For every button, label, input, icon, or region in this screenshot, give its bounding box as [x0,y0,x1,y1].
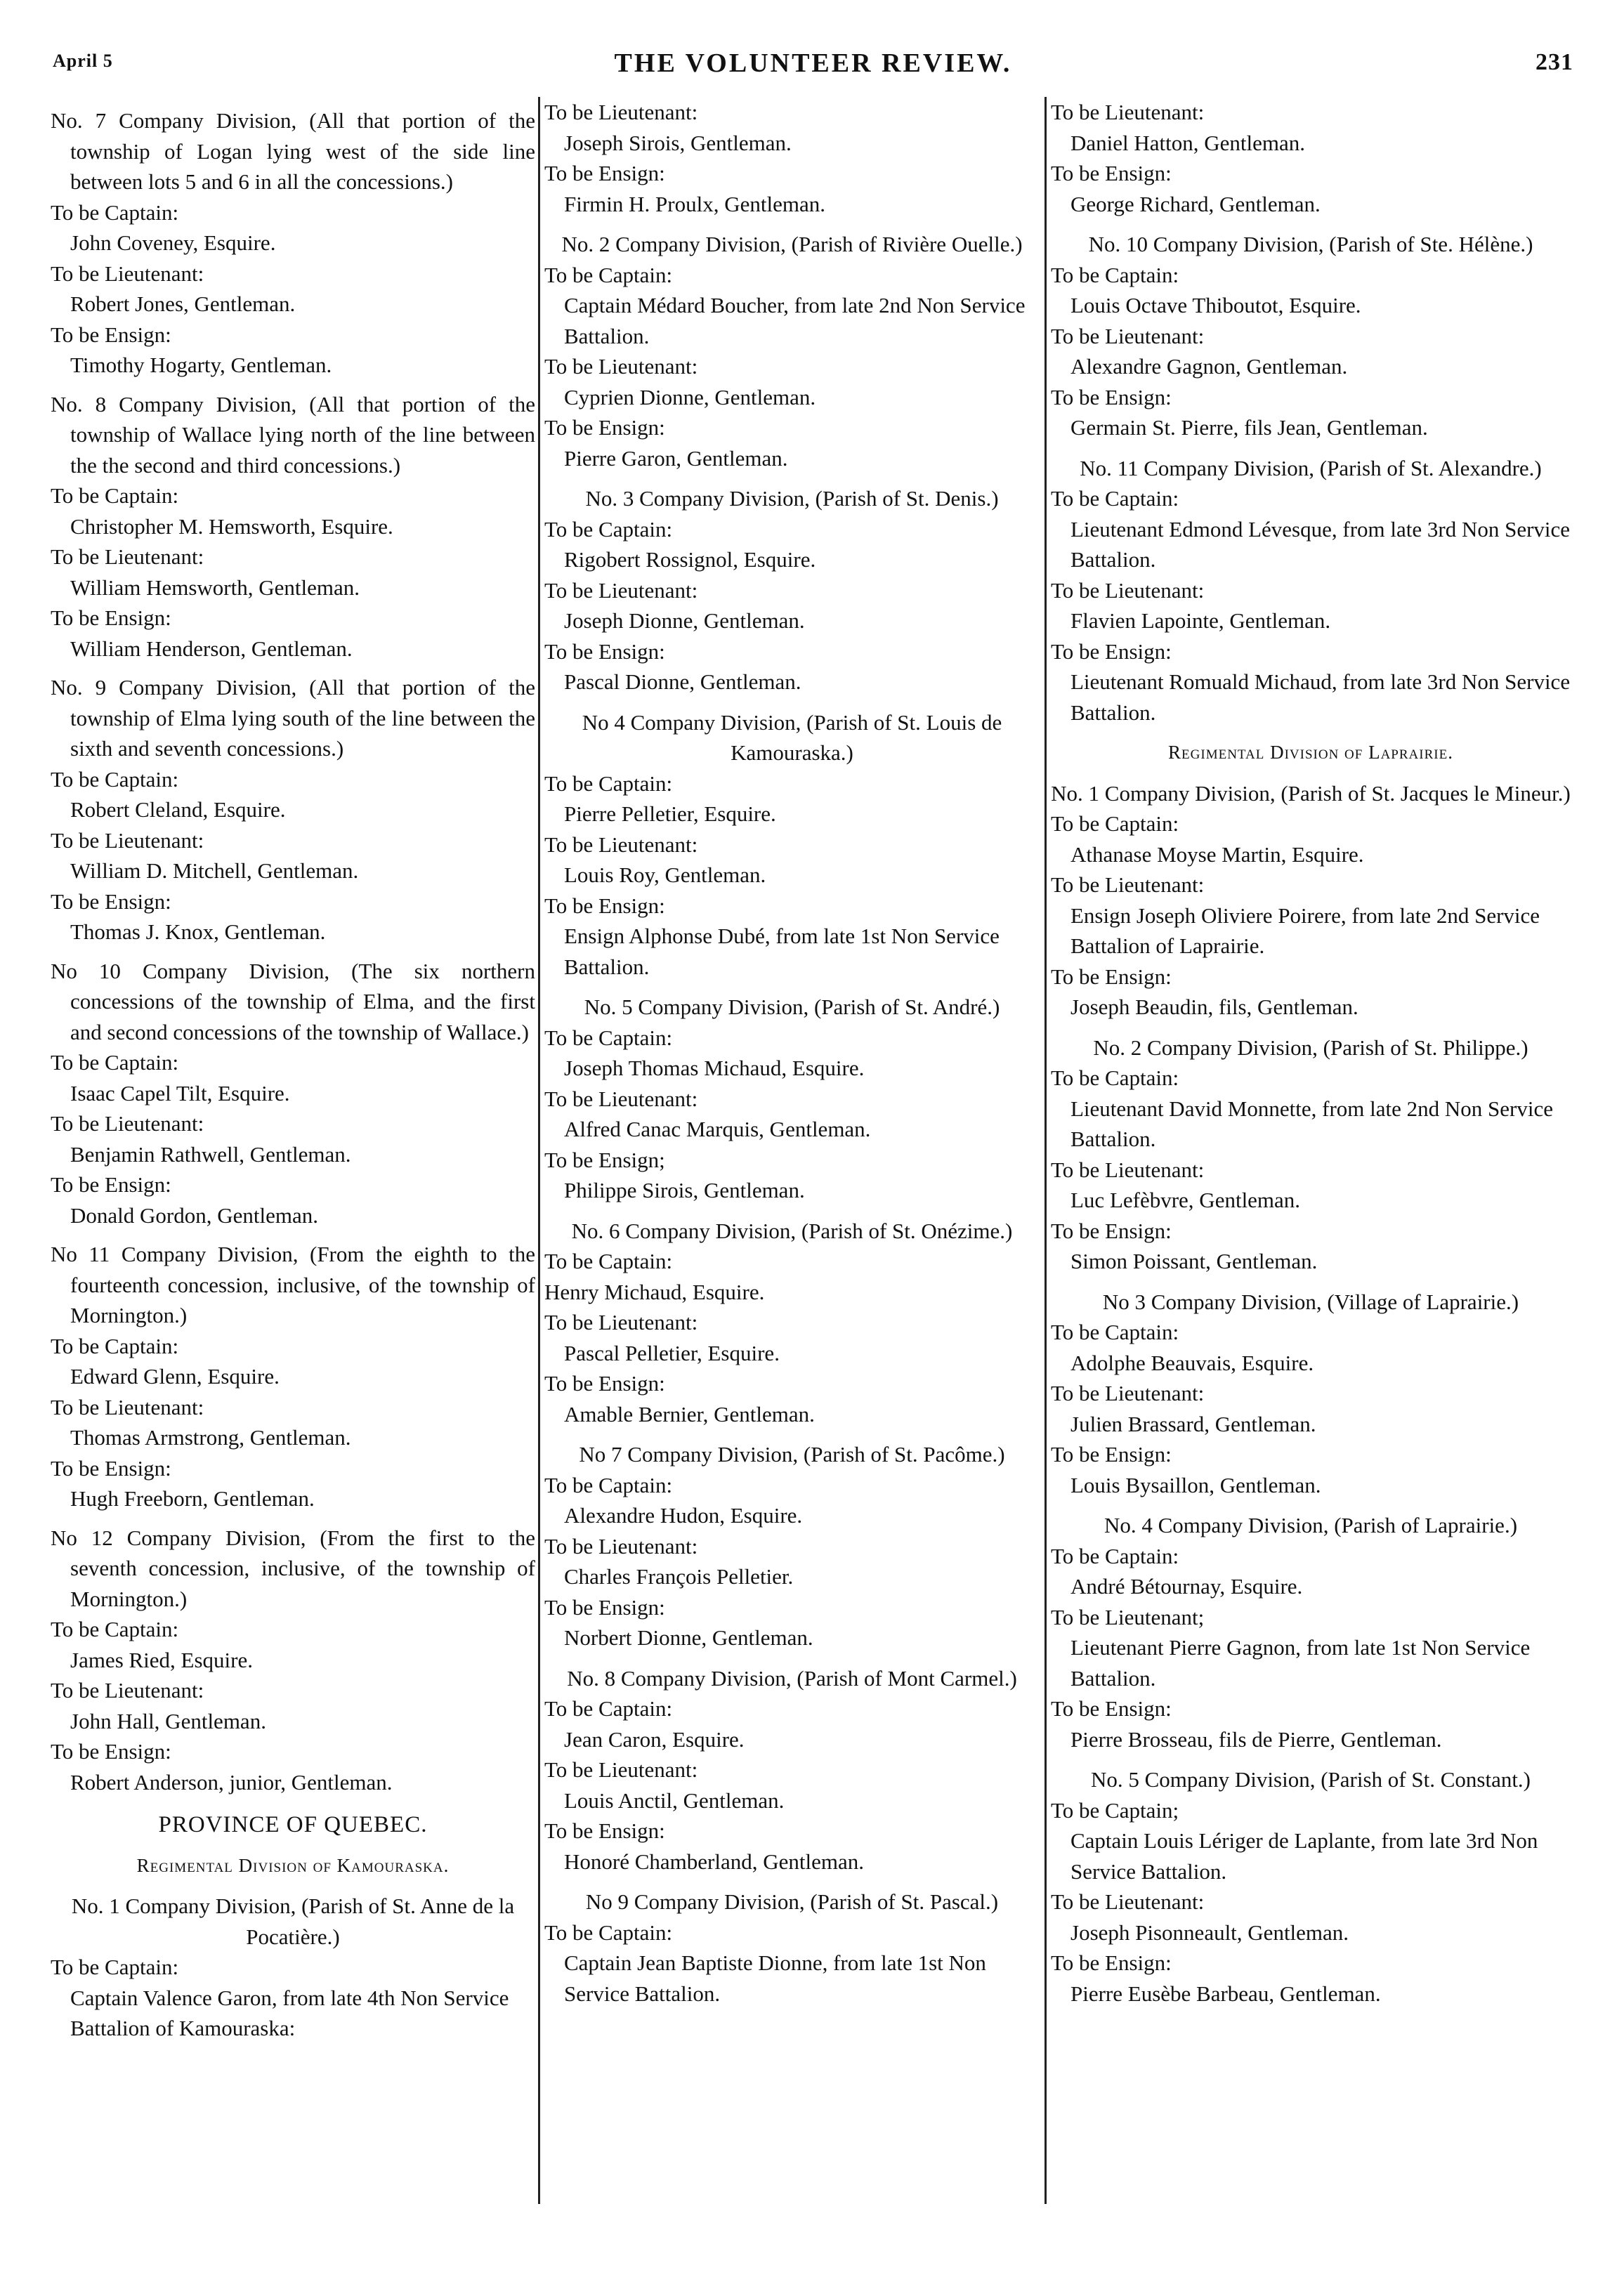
appointee-name: Captain Louis Lériger de Laplante, from late 3rd Non Service Battalion. [1070,1828,1538,1884]
rank-label: To be Lieutenant: [51,1394,204,1419]
rank-label: To be Captain: [51,199,179,225]
division-heading: No 3 Company Division, (Village of Laprairie.) [1102,1289,1519,1314]
column-rule [1045,97,1047,2204]
rank-label: To be Lieutenant: [1051,872,1205,897]
rank-label: To be Captain: [544,1025,673,1050]
appointee-name: Rigobert Rossignol, Esquire. [564,547,816,572]
appointee-name: Thomas J. Knox, Gentleman. [70,919,326,944]
rank-label: To be Ensign: [544,1818,665,1843]
division-heading: No. 11 Company Division, (Parish of St. Alexandre.) [1080,455,1542,480]
appointee-name: Athanase Moyse Martin, Esquire. [1070,841,1364,867]
rank-label: To be Ensign: [1051,1696,1172,1721]
rank-label: To be Ensign: [51,1455,171,1481]
rank-label: To be Captain: [51,766,179,792]
appointee-name: Charles François Pelletier. [564,1564,794,1589]
appointee-name: Pierre Eusèbe Barbeau, Gentleman. [1070,1981,1381,2006]
appointee-name: Thomas Armstrong, Gentleman. [70,1425,351,1450]
division-heading: No 4 Company Division, (Parish of St. Louis de Kamouraska.) [582,709,1002,765]
rank-label: To be Captain: [544,770,673,796]
appointee-name: William Hemsworth, Gentleman. [70,575,360,600]
rank-label: To be Lieutenant: [544,832,698,857]
appointee-name: Germain St. Pierre, fils Jean, Gentleman. [1070,415,1428,440]
appointee-name: Joseph Dionne, Gentleman. [564,608,805,633]
rank-label: To be Lieutenant: [544,1310,698,1334]
rank-label: To be Ensign: [544,415,665,440]
appointee-name: Daniel Hatton, Gentleman. [1070,130,1306,155]
rank-label: To be Lieutenant: [544,577,698,603]
appointee-name: André Bétournay, Esquire. [1070,1574,1303,1599]
appointee-name: Julien Brassard, Gentleman. [1070,1411,1316,1436]
regiment-heading: Regimental Division of Kamouraska. [136,1854,450,1876]
rank-label: To be Ensign: [544,1371,665,1396]
column-3 [1051,97,1571,2009]
division-heading: No. 8 Company Division, (All that portion of the township of Wallace lying north of the line between the the second and third concessions.) [51,391,535,478]
division-heading: No. 3 Company Division, (Parish of St. Denis.) [585,486,999,511]
rank-label: To be Lieutenant: [544,1533,698,1559]
rank-label: To be Ensign: [544,638,665,664]
province-heading: PROVINCE OF QUEBEC. [158,1812,428,1837]
division-heading: No. 1 Company Division, (Parish of St. Anne de la Pocatière.) [71,1894,515,1949]
rank-label: Henry Michaud, Esquire. [544,1279,765,1304]
appointee-name: Robert Jones, Gentleman. [70,291,296,316]
division-heading: No. 1 Company Division, (Parish of St. Jacques le Mineur.) [1051,780,1571,806]
appointee-name: John Hall, Gentleman. [70,1708,266,1733]
appointee-name: Amable Bernier, Gentleman. [564,1401,815,1426]
rank-label: To be Captain: [51,1050,179,1075]
appointee-name: William D. Mitchell, Gentleman. [70,858,359,883]
rank-label: To be Lieutenant: [51,544,204,569]
rank-label: To be Lieutenant: [51,827,204,853]
appointee-name: Firmin H. Proulx, Gentleman. [564,191,825,216]
appointee-name: Edward Glenn, Esquire. [70,1364,280,1389]
column-rule [538,97,540,2204]
rank-label: To be Captain: [1051,1320,1179,1344]
rank-label: To be Captain: [1051,811,1179,836]
division-heading: No 12 Company Division, (From the first to the seventh concession, inclusive, of the township of Mornington.) [51,1525,535,1611]
rank-label: To be Ensign: [1051,1218,1172,1243]
rank-label: To be Captain: [51,1617,179,1641]
rank-label: To be Lieutenant: [544,100,698,124]
rank-label: To be Ensign: [544,161,665,185]
appointee-name: Lieutenant Edmond Lévesque, from late 3rd Non Service Battalion. [1070,516,1571,572]
regiment-heading: Regimental Division of Laprairie. [1168,742,1453,763]
rank-label: To be Captain: [544,1696,673,1721]
header-title: THE VOLUNTEER REVIEW. [614,48,1012,78]
appointee-name: Isaac Capel Tilt, Esquire. [70,1080,290,1106]
rank-label: To be Captain: [51,1955,179,1979]
rank-label: To be Captain: [1051,1543,1179,1568]
rank-label: To be Lieutenant: [1051,577,1205,603]
rank-label: To be Lieutenant: [544,354,698,379]
appointee-name: Adolphe Beauvais, Esquire. [1070,1350,1314,1375]
division-heading: No. 5 Company Division, (Parish of St. Constant.) [1090,1767,1531,1792]
appointee-name: Robert Anderson, junior, Gentleman. [70,1769,393,1795]
appointee-name: Captain Valence Garon, from late 4th Non Service Battalion of Kamouraska: [70,1985,509,2040]
rank-label: To be Ensign: [544,893,665,918]
appointee-name: Louis Roy, Gentleman. [564,862,766,887]
header-date: April 5 [53,51,113,71]
rank-label: To be Ensign: [1051,384,1172,409]
appointee-name: Christopher M. Hemsworth, Esquire. [70,513,393,539]
rank-label: To be Captain: [51,1333,179,1358]
rank-label: To be Captain: [544,1472,673,1497]
division-heading: No. 7 Company Division, (All that portion of the township of Logan lying west of the side line between lots 5 and 6 in all the concessions.) [51,108,535,194]
rank-label: To be Ensign: [51,1172,171,1197]
appointee-name: Alexandre Hudon, Esquire. [564,1503,803,1528]
appointee-name: Philippe Sirois, Gentleman. [564,1178,805,1202]
running-header [53,42,1573,86]
rank-label: To be Lieutenant: [1051,323,1205,348]
rank-label: To be Ensign: [544,1594,665,1620]
appointee-name: Joseph Beaudin, fils, Gentleman. [1070,995,1358,1019]
appointee-name: Louis Octave Thiboutot, Esquire. [1070,293,1361,317]
division-heading: No 9 Company Division, (Parish of St. Pascal.) [585,1889,999,1914]
appointee-name: Louis Bysaillon, Gentleman. [1070,1472,1321,1497]
appointee-name: Luc Lefèbvre, Gentleman. [1070,1188,1301,1212]
appointee-name: Pascal Dionne, Gentleman. [564,669,801,694]
column-1 [51,97,535,2044]
division-heading: No. 5 Company Division, (Parish of St. André.) [584,995,1000,1019]
division-heading: No 7 Company Division, (Parish of St. Pacôme.) [579,1442,1005,1467]
appointee-name: William Henderson, Gentleman. [70,636,353,661]
appointee-name: Ensign Joseph Oliviere Poirere, from late 2nd Service Battalion of Laprairie. [1070,903,1540,958]
rank-label: To be Captain: [1051,262,1179,287]
rank-label: To be Ensign: [51,888,171,914]
rank-label: To be Captain: [51,483,179,508]
rank-label: To be Captain: [544,1920,673,1945]
appointee-name: Cyprien Dionne, Gentleman. [564,384,816,409]
rank-label: To be Ensign; [544,1147,665,1172]
appointee-name: John Coveney, Esquire. [70,230,276,255]
appointee-name: Hugh Freeborn, Gentleman. [70,1486,315,1511]
appointee-name: Pascal Pelletier, Esquire. [564,1340,780,1365]
division-heading: No. 2 Company Division, (Parish of Rivière Ouelle.) [561,232,1023,256]
rank-label: To be Lieutenant: [1051,100,1205,124]
rank-label: To be Ensign: [1051,1950,1172,1975]
appointee-name: Pierre Garon, Gentleman. [564,445,788,471]
rank-label: To be Ensign: [51,322,171,347]
rank-label: To be Captain: [1051,486,1179,511]
appointee-name: George Richard, Gentleman. [1070,191,1321,216]
rank-label: To be Lieutenant: [1051,1381,1205,1405]
appointee-name: Honoré Chamberland, Gentleman. [564,1849,864,1874]
rank-label: To be Captain: [544,1249,673,1273]
rank-label: To be Ensign: [1051,964,1172,989]
appointee-name: Captain Médard Boucher, from late 2nd Non Service Battalion. [564,293,1026,348]
rank-label: To be Lieutenant: [51,261,204,286]
rank-label: To be Lieutenant: [1051,1157,1205,1182]
appointee-name: Pierre Brosseau, fils de Pierre, Gentleman. [1070,1726,1442,1752]
appointee-name: Jean Caron, Esquire. [564,1726,745,1752]
division-heading: No. 10 Company Division, (Parish of Ste. Hélène.) [1088,232,1533,256]
appointee-name: Pierre Pelletier, Esquire. [564,801,776,826]
division-heading: No 11 Company Division, (From the eighth to the fourteenth concession, inclusive, of the township of Mornington.) [51,1242,535,1327]
appointee-name: Captain Jean Baptiste Dionne, from late 1st Non Service Battalion. [564,1950,986,2006]
division-heading: No. 4 Company Division, (Parish of Laprairie.) [1104,1513,1518,1537]
rank-label: To be Ensign: [1051,1442,1172,1467]
appointee-name: Ensign Alphonse Dubé, from late 1st Non Service Battalion. [564,924,1000,979]
appointee-name: Norbert Dionne, Gentleman. [564,1625,813,1650]
appointee-name: Flavien Lapointe, Gentleman. [1070,608,1331,633]
rank-label: To be Lieutenant: [1051,1889,1205,1914]
header-page-number: 231 [1535,49,1573,75]
appointee-name: Lieutenant Romuald Michaud, from late 3rd Non Service Battalion. [1070,669,1571,725]
rank-label: To be Lieutenant: [51,1111,204,1136]
appointee-name: Louis Anctil, Gentleman. [564,1787,785,1813]
rank-label: To be Ensign: [51,1739,171,1764]
rank-label: To be Ensign: [1051,638,1172,664]
appointee-name: Joseph Thomas Michaud, Esquire. [564,1056,865,1080]
appointee-name: Joseph Pisonneault, Gentleman. [1070,1920,1349,1945]
rank-label: To be Lieutenant: [544,1757,698,1782]
rank-label: To be Lieutenant; [1051,1604,1205,1629]
rank-label: To be Captain: [1051,1065,1179,1090]
rank-label: To be Lieutenant: [544,1086,698,1111]
appointee-name: Benjamin Rathwell, Gentleman. [70,1141,351,1167]
rank-label: To be Captain; [1051,1797,1179,1823]
rank-label: To be Ensign: [1051,161,1172,185]
appointee-name: Donald Gordon, Gentleman. [70,1202,318,1228]
appointee-name: James Ried, Esquire. [70,1647,254,1672]
rank-label: To be Lieutenant: [51,1678,204,1703]
division-heading: No 10 Company Division, (The six northern concessions of the township of Elma, and the first and second concessions of the township of Wallace.) [51,958,535,1044]
appointee-name: Joseph Sirois, Gentleman. [564,130,792,155]
division-heading: No. 6 Company Division, (Parish of St. Onézime.) [571,1218,1013,1243]
appointee-name: Lieutenant David Monnette, from late 2nd Non Service Battalion. [1070,1096,1553,1151]
division-heading: No. 8 Company Division, (Parish of Mont Carmel.) [567,1665,1017,1691]
rank-label: To be Captain: [544,262,673,287]
column-2 [544,97,1040,2009]
appointee-name: Lieutenant Pierre Gagnon, from late 1st Non Service Battalion. [1070,1635,1531,1691]
division-heading: No. 2 Company Division, (Parish of St. Philippe.) [1093,1035,1528,1060]
rank-label: To be Ensign: [51,605,171,630]
appointee-name: Alexandre Gagnon, Gentleman. [1070,354,1348,379]
division-heading: No. 9 Company Division, (All that portion of the township of Elma lying south of the line between the sixth and seventh concessions.) [51,675,535,761]
rank-label: To be Captain: [544,516,673,542]
appointee-name: Robert Cleland, Esquire. [70,797,286,822]
appointee-name: Simon Poissant, Gentleman. [1070,1249,1318,1273]
appointee-name: Alfred Canac Marquis, Gentleman. [564,1117,871,1141]
appointee-name: Timothy Hogarty, Gentleman. [70,353,332,377]
